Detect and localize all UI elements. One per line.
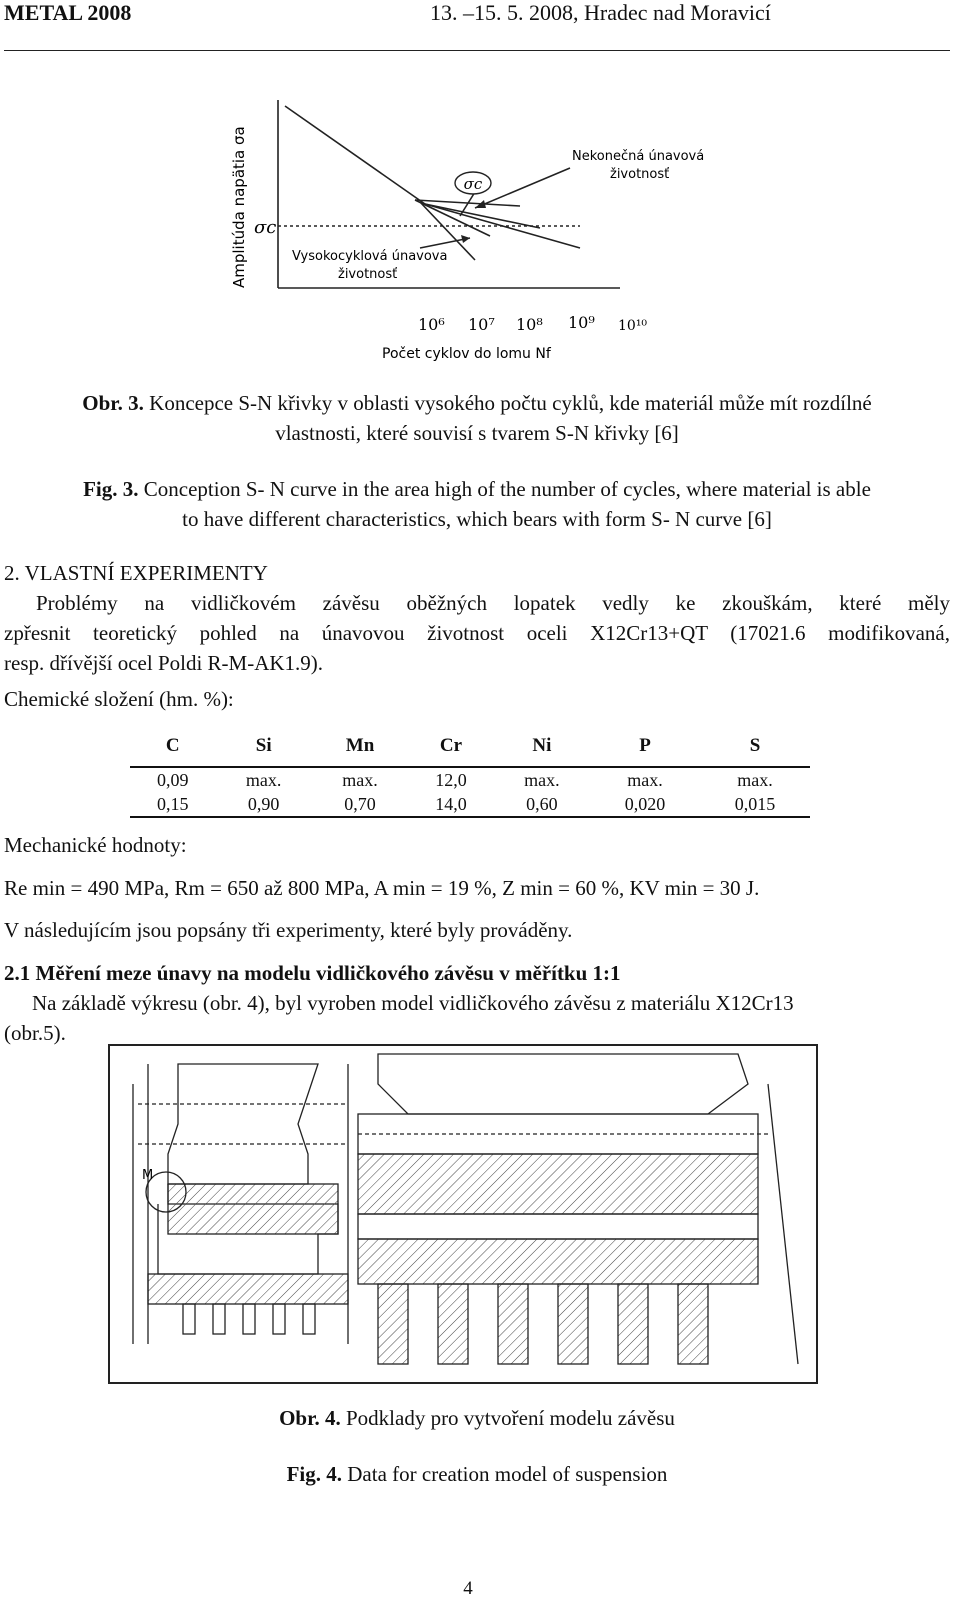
x-tick-1e6: 10⁶ bbox=[418, 315, 445, 334]
chem-label: Chemické složení (hm. %): bbox=[4, 687, 234, 711]
header-rule bbox=[4, 50, 950, 51]
section-2-1-para-line1: Na základě výkresu (obr. 4), byl vyroben model vidličkového závěsu z materiálu X12Cr13 bbox=[32, 991, 794, 1015]
chem-table bbox=[130, 726, 810, 818]
caption-3-en-prefix: Fig. 3. bbox=[83, 477, 139, 501]
section-2-heading: 2. VLASTNÍ EXPERIMENTY bbox=[4, 561, 268, 585]
chem-header-s: S bbox=[700, 726, 810, 767]
caption-3-cz bbox=[4, 388, 950, 448]
y-axis-label: Amplitúda napätia σa bbox=[230, 126, 248, 288]
caption-3-en-line2: to have different characteristics, which bears with form S- N curve [6] bbox=[182, 507, 772, 531]
caption-3-en-line1: Conception S- N curve in the area high of the number of cycles, where material is able bbox=[138, 477, 871, 501]
mech-values: Re min = 490 MPa, Rm = 650 až 800 MPa, A min = 19 %, Z min = 60 %, KV min = 30 J. bbox=[4, 876, 760, 900]
caption-4-cz bbox=[4, 1403, 950, 1433]
caption-3-cz-line1: Koncepce S-N křivky v oblasti vysokého počtu cyklů, kde materiál může mít rozdílné bbox=[143, 391, 872, 415]
chem-cell-cr: 12,0 14,0 bbox=[408, 767, 494, 817]
page-number: 4 bbox=[463, 1578, 473, 1599]
experiments-intro: V následujícím jsou popsány tři experimenty, které byly prováděny. bbox=[4, 918, 573, 942]
x-tick-1e7: 10⁷ bbox=[468, 315, 495, 334]
caption-4-en-text: Data for creation model of suspension bbox=[342, 1462, 668, 1486]
detail-label-m: M bbox=[142, 1168, 154, 1183]
x-tick-1e8: 10⁸ bbox=[516, 315, 543, 334]
section-2 bbox=[4, 558, 950, 714]
drawing-right-view bbox=[358, 1054, 798, 1364]
caption-4-cz-text: Podklady pro vytvoření modelu závěsu bbox=[340, 1406, 675, 1430]
figure-4-drawing bbox=[108, 1044, 818, 1384]
sigma-c-axis-label: σc bbox=[254, 217, 277, 238]
section-2-1-heading: 2.1 Měření meze únavy na modelu vidličkového závěsu v měřítku 1:1 bbox=[4, 961, 621, 985]
chem-header-c: C bbox=[130, 726, 216, 767]
x-tick-1e9: 10⁹ bbox=[568, 313, 595, 332]
chem-cell-si: max. 0,90 bbox=[216, 767, 312, 817]
chem-header-mn: Mn bbox=[312, 726, 408, 767]
header-date-place: 13. –15. 5. 2008, Hradec nad Moravicí bbox=[430, 0, 771, 25]
label-infinite-life: Nekonečná únavová bbox=[572, 149, 705, 164]
x-tick-1e10: 10¹⁰ bbox=[618, 318, 648, 334]
chem-header-si: Si bbox=[216, 726, 312, 767]
chem-table-header-row bbox=[130, 726, 810, 767]
caption-4-cz-prefix: Obr. 4. bbox=[279, 1406, 341, 1430]
chem-header-p: P bbox=[590, 726, 700, 767]
section-2-para-line3: resp. dřívější ocel Poldi R-M-AK1.9). bbox=[4, 651, 324, 675]
section-2-1 bbox=[4, 958, 950, 1048]
chem-cell-mn: max. 0,70 bbox=[312, 767, 408, 817]
chem-header-cr: Cr bbox=[408, 726, 494, 767]
figure-3-sn-curve bbox=[220, 88, 705, 368]
section-2-para-line2: zpřesnit teoretický pohled na únavovou životnost oceli X12Cr13+QT (17021.6 modifikovaná, bbox=[4, 621, 950, 645]
label-infinite-life-2: životnosť bbox=[610, 167, 670, 182]
sigma-c-bubble-label: σc bbox=[463, 175, 483, 193]
header-conference: METAL 2008 bbox=[4, 0, 132, 25]
caption-3-cz-prefix: Obr. 3. bbox=[82, 391, 144, 415]
caption-3-cz-line2: vlastnosti, které souvisí s tvarem S-N křivky [6] bbox=[275, 421, 679, 445]
mech-label: Mechanické hodnoty: bbox=[4, 833, 187, 857]
label-high-cycle: Vysokocyklová únavova bbox=[292, 249, 448, 264]
section-2-1-para-line2: (obr.5). bbox=[4, 1021, 66, 1045]
chem-cell-s: max. 0,015 bbox=[700, 767, 810, 817]
x-axis-label: Počet cyklov do lomu Nf bbox=[382, 346, 551, 362]
chem-cell-p: max. 0,020 bbox=[590, 767, 700, 817]
section-2-para-line1: Problémy na vidličkovém závěsu oběžných lopatek vedly ke zkouškám, které měly bbox=[36, 591, 950, 615]
label-high-cycle-2: životnosť bbox=[338, 267, 398, 282]
drawing-left-view bbox=[133, 1064, 348, 1344]
caption-4-en-prefix: Fig. 4. bbox=[286, 1462, 342, 1486]
chem-table-row bbox=[130, 767, 810, 817]
chem-cell-ni: max. 0,60 bbox=[494, 767, 590, 817]
caption-3-en bbox=[4, 474, 950, 534]
chem-header-ni: Ni bbox=[494, 726, 590, 767]
chem-cell-c: 0,09 0,15 bbox=[130, 767, 216, 817]
caption-4-en bbox=[4, 1459, 950, 1489]
